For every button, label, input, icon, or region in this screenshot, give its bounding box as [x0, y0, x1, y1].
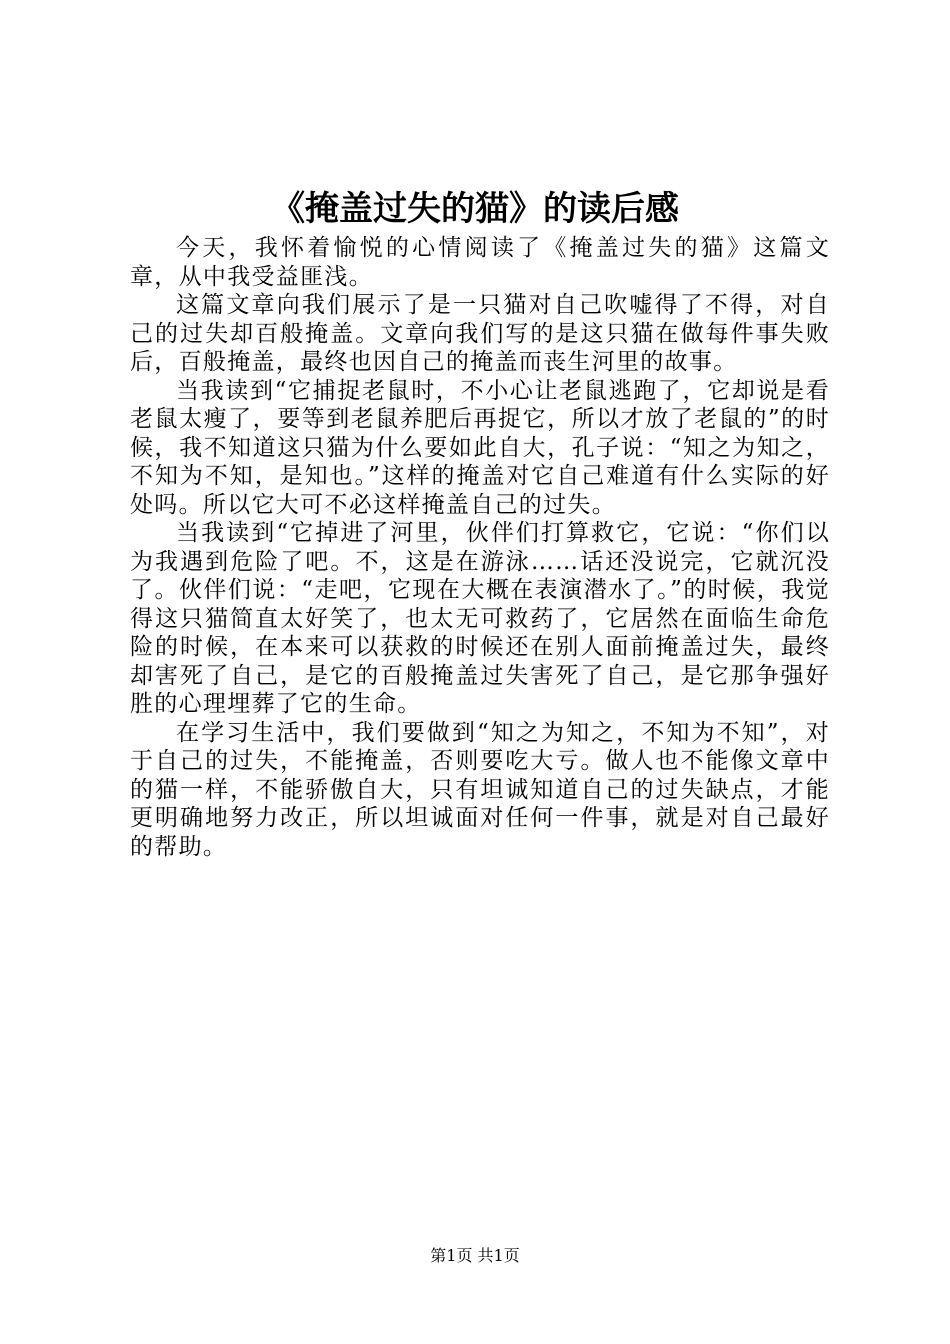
paragraph: 这篇文章向我们展示了是一只猫对自己吹嘘得了不得，对自己的过失却百般掩盖。文章向我们写的是这只猫在做每件事失败后，百般掩盖，最终也因自己的掩盖而丧生河里的故事。 [130, 292, 830, 375]
paragraph: 今天，我怀着愉悦的心情阅读了《掩盖过失的猫》这篇文章，从中我受益匪浅。 [130, 235, 830, 290]
page-footer: 第1页 共1页 [430, 1246, 520, 1265]
paragraph: 当我读到“它捕捉老鼠时，不小心让老鼠逃跑了，它却说是看老鼠太瘦了，要等到老鼠养肥后再捉它，所以才放了老鼠的”的时候，我不知道这只猫为什么要如此自大，孔子说：“知之为知之，不知为不知，是知也。”这样的掩盖对它自己难道有什么实际的好处吗。所以它大可不必这样掩盖自己的过失。 [130, 377, 830, 518]
paragraph: 当我读到“它掉进了河里，伙伴们打算救它，它说：“你们以为我遇到危险了吧。不，这是在游泳……话还没说完，它就沉没了。伙伴们说：“走吧，它现在大概在表演潜水了。”的时候，我觉得这只猫简直太好笑了，也太无可救药了，它居然在面临生命危险的时候，在本来可以获救的时候还在别人面前掩盖过失，最终却害死了自己，是它的百般掩盖过失害死了自己，是它那争强好胜的心理埋葬了它的生命。 [130, 520, 830, 717]
paragraph: 在学习生活中，我们要做到“知之为知之，不知为不知”，对于自己的过失，不能掩盖，否则要吃大亏。做人也不能像文章中的猫一样，不能骄傲自大，只有坦诚知道自己的过失缺点，才能更明确地努力改正，所以坦诚面对任何一件事，就是对自己最好的帮助。 [130, 719, 830, 860]
document-title: 《掩盖过失的猫》的读后感 [271, 189, 679, 229]
document-body [130, 234, 830, 861]
